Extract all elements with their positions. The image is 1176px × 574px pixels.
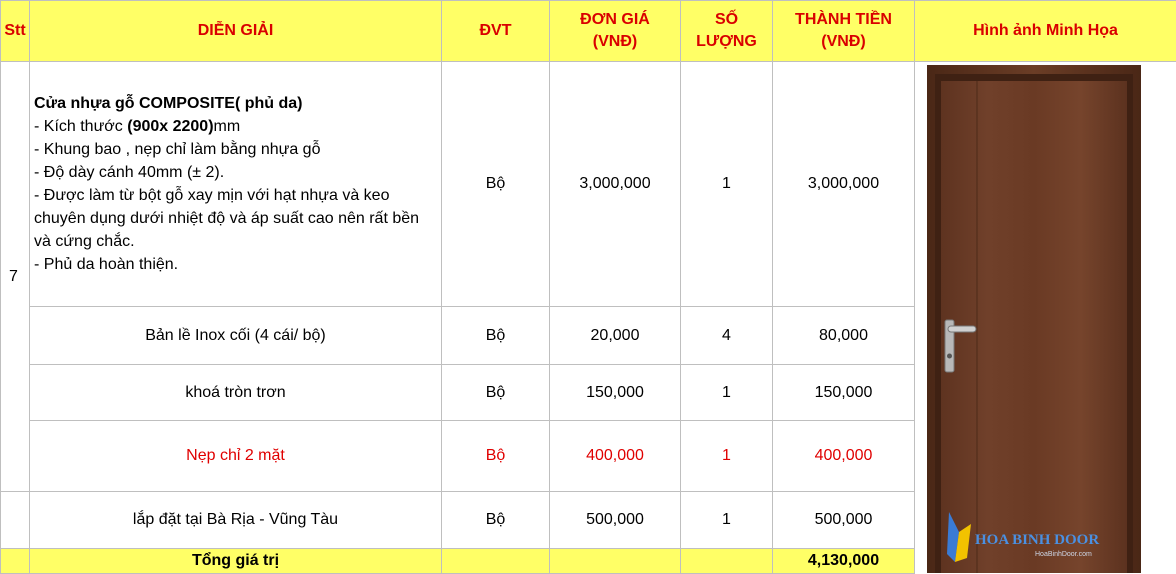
row-thanh-tien: 80,000 bbox=[773, 307, 915, 365]
stt-cell-empty bbox=[1, 492, 30, 549]
main-item-size-prefix: - Kích thước bbox=[34, 118, 127, 135]
logo-sub: HoaBinhDoor.com bbox=[1035, 551, 1092, 558]
row-desc: lắp đặt tại Bà Rịa - Vũng Tàu bbox=[30, 492, 442, 549]
row-so-luong: 1 bbox=[681, 421, 773, 492]
main-item-line2: - Khung bao , nẹp chỉ làm bằng nhựa gỗ bbox=[34, 141, 320, 158]
header-thanh-tien-line1: THÀNH TIỀN bbox=[795, 11, 892, 28]
illustration-cell bbox=[915, 62, 1176, 574]
header-row bbox=[1, 1, 1176, 62]
door-illustration bbox=[915, 62, 1176, 573]
main-item-size-bold: (900x 2200) bbox=[127, 118, 213, 135]
total-so-luong-cell bbox=[681, 549, 773, 574]
table-row-main bbox=[1, 62, 1176, 307]
main-item-line4: - Được làm từ bột gỗ xay mịn với hạt nhựa và keo chuyên dụng dưới nhiệt độ và áp suất cao nên rất bền và cứng chắc. bbox=[34, 187, 419, 250]
header-so-luong bbox=[681, 1, 773, 62]
logo-text: HOA BINH DOOR bbox=[975, 532, 1099, 548]
row-dvt: Bộ bbox=[442, 421, 550, 492]
row-so-luong: 1 bbox=[681, 492, 773, 549]
header-dvt: ĐVT bbox=[442, 1, 550, 62]
row-desc: Nẹp chỉ 2 mặt bbox=[30, 421, 442, 492]
row-thanh-tien: 150,000 bbox=[773, 365, 915, 421]
main-item-so-luong: 1 bbox=[681, 62, 773, 307]
main-item-size-suffix: mm bbox=[214, 118, 241, 135]
row-desc: Bản lề Inox cối (4 cái/ bộ) bbox=[30, 307, 442, 365]
total-dvt-cell bbox=[442, 549, 550, 574]
total-don-gia-cell bbox=[550, 549, 681, 574]
main-item-title: Cửa nhựa gỗ COMPOSITE( phủ da) bbox=[34, 95, 303, 112]
total-stt-cell bbox=[1, 549, 30, 574]
stt-cell: 7 bbox=[1, 62, 30, 492]
row-don-gia: 500,000 bbox=[550, 492, 681, 549]
header-hinh-anh: Hình ảnh Minh Họa bbox=[915, 1, 1176, 62]
row-dvt: Bộ bbox=[442, 492, 550, 549]
row-don-gia: 400,000 bbox=[550, 421, 681, 492]
row-so-luong: 1 bbox=[681, 365, 773, 421]
row-so-luong: 4 bbox=[681, 307, 773, 365]
header-so-luong-line1: SỐ bbox=[715, 11, 738, 28]
main-item-dvt: Bộ bbox=[442, 62, 550, 307]
row-don-gia: 150,000 bbox=[550, 365, 681, 421]
main-item-line3: - Độ dày cánh 40mm (± 2). bbox=[34, 164, 224, 181]
header-don-gia-line1: ĐƠN GIÁ bbox=[580, 11, 650, 28]
main-item-description bbox=[30, 62, 442, 307]
row-dvt: Bộ bbox=[442, 307, 550, 365]
header-dien-giai: DIỄN GIẢI bbox=[30, 1, 442, 62]
row-desc: khoá tròn trơn bbox=[30, 365, 442, 421]
row-don-gia: 20,000 bbox=[550, 307, 681, 365]
main-item-line5: - Phủ da hoàn thiện. bbox=[34, 256, 178, 273]
row-dvt: Bộ bbox=[442, 365, 550, 421]
main-item-thanh-tien: 3,000,000 bbox=[773, 62, 915, 307]
row-thanh-tien: 500,000 bbox=[773, 492, 915, 549]
total-label: Tổng giá trị bbox=[30, 549, 442, 574]
header-thanh-tien bbox=[773, 1, 915, 62]
header-thanh-tien-line2: (VNĐ) bbox=[821, 33, 865, 50]
main-item-don-gia: 3,000,000 bbox=[550, 62, 681, 307]
total-value: 4,130,000 bbox=[773, 549, 915, 574]
header-don-gia bbox=[550, 1, 681, 62]
row-thanh-tien: 400,000 bbox=[773, 421, 915, 492]
header-stt: Stt bbox=[1, 1, 30, 62]
header-don-gia-line2: (VNĐ) bbox=[593, 33, 637, 50]
header-so-luong-line2: LƯỢNG bbox=[696, 33, 757, 50]
